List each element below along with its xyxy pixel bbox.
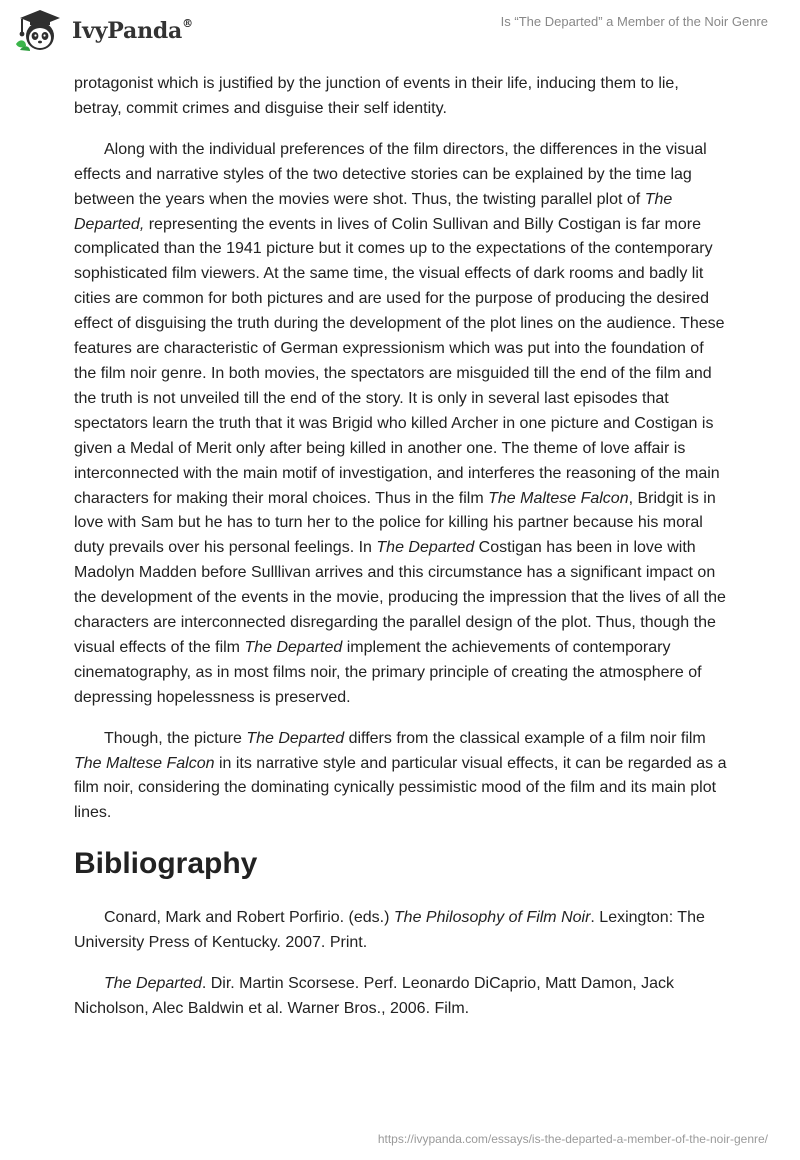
page-header <box>0 0 800 62</box>
bibliography-heading: Bibliography <box>74 847 258 881</box>
logo-text: IvyPanda® <box>72 16 193 44</box>
bibliography-entry: The Departed. Dir. Martin Scorsese. Perf. Leonardo DiCaprio, Matt Damon, Jack Nicholson, Alec Baldwin et al. Warner Bros., 2006. Film. <box>74 975 675 1017</box>
paragraph-1: protagonist which is justified by the junction of events in their life, inducing them to lie, betray, commit crimes and disguise their self identity. <box>74 75 679 117</box>
essay-content <box>74 72 730 1038</box>
bibliography-entry: Conard, Mark and Robert Porfirio. (eds.) The Philosophy of Film Noir. Lexington: The University Press of Kentucky. 2007. Print. <box>74 909 705 952</box>
logo[interactable] <box>14 8 193 52</box>
source-url[interactable]: https://ivypanda.com/essays/is-the-departed-a-member-of-the-noir-genre/ <box>377 1132 768 1146</box>
paragraph-3: Though, the picture The Departed differs from the classical example of a film noir film The Maltese Falcon in its narrative style and particular visual effects, it can be regarded as a film noir, considering the dominating cynically pessimistic mood of the film and its main plot lines. <box>74 729 727 822</box>
page-title: Is “The Departed” a Member of the Noir Genre <box>500 14 768 29</box>
panda-logo-icon <box>14 8 64 52</box>
paragraph-2: Along with the individual preferences of the film directors, the differences in the visual effects and narrative styles of the two detective stories can be explained by the time lag between the years when the movies were shot. Thus, the twisting parallel plot of The Departed, representing the events in lives of Colin Sullivan and Billy Costigan is far more complicated than the 1941 picture but it comes up to the expectations of the contemporary sophisticated film viewers. At the same time, the visual effects of dark rooms and badly lit cities are common for both pictures and are used for the purpose of producing the desired effect of disguising the truth during the development of the plot lines on the audience. These features are characteristic of German expressionism which was put into the foundation of the film noir genre. In both movies, the spectators are misguided till the end of the film and the truth is not unveiled till the end of the story. It is only in several last episodes that spectators learn the truth that it was Brigid who killed Archer in one picture and Costigan is given a Medal of Merit only after being killed in another one. The theme of love affair is interconnected with the main motif of investigation, and interferes the reasoning of the main characters for making their moral choices. Thus in the film The Maltese Falcon, Bridgit is in love with Sam but he has to turn her to the police for killing his partner because his moral duty prevails over his personal feelings. In The Departed Costigan has been in love with Madolyn Madden before Sulllivan arrives and this circumstance has a significant impact on the development of the events in the movie, producing the impression that the lives of all the characters are interconnected disregarding the parallel design of the plot. Thus, though the visual effects of the film The Departed implement the achievements of contemporary cinematography, as in most films noir, the primary principle of creating the atmosphere of depressing hopelessness is preserved. <box>74 140 726 706</box>
